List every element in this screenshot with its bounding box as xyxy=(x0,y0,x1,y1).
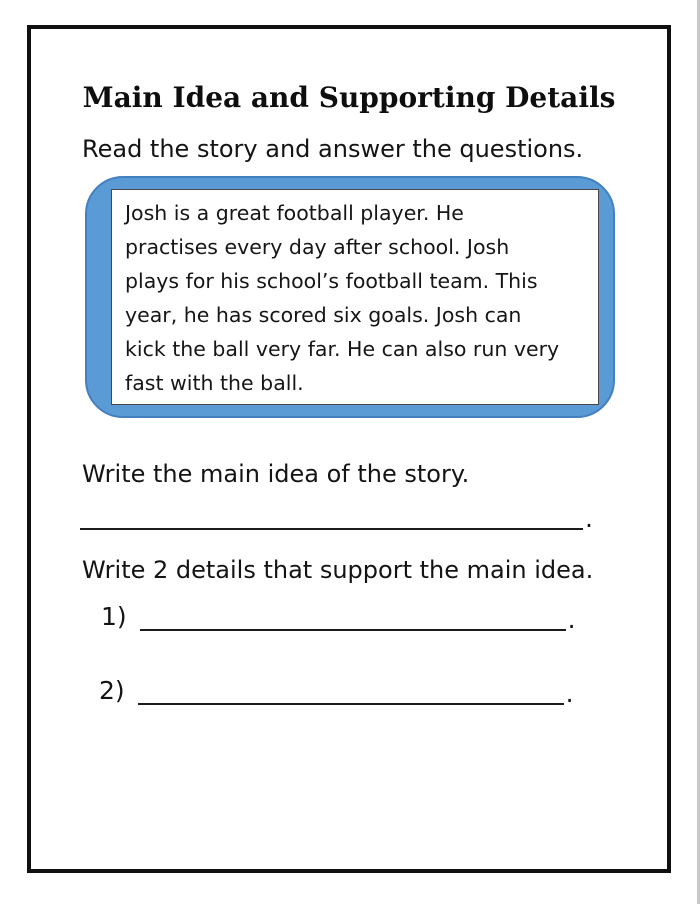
story-text xyxy=(112,190,598,400)
details-prompt: Write 2 details that support the main idea. xyxy=(82,556,594,584)
worksheet-title: Main Idea and Supporting Details xyxy=(82,81,616,114)
story-line: fast with the ball. xyxy=(125,371,304,395)
story-line: practises every day after school. Josh xyxy=(125,235,510,259)
detail-row-2 xyxy=(99,674,574,707)
story-line: plays for his school’s football team. This xyxy=(125,269,538,293)
story-line: kick the ball very far. He can also run very xyxy=(125,337,560,361)
main-idea-prompt: Write the main idea of the story. xyxy=(82,460,470,488)
main-idea-answer-row xyxy=(80,504,593,532)
detail-number-label: 1) xyxy=(101,602,127,631)
main-idea-answer-line[interactable] xyxy=(80,504,583,530)
story-line: Josh is a great football player. He xyxy=(125,201,464,225)
detail-row-1 xyxy=(101,600,576,633)
story-box xyxy=(85,176,615,418)
line-end-period: . xyxy=(565,679,574,708)
read-instruction-text: Read the story and answer the questions. xyxy=(82,135,584,163)
detail-number-label: 2) xyxy=(99,676,125,705)
detail-1-answer-line[interactable] xyxy=(140,603,566,631)
line-end-period: . xyxy=(585,504,593,533)
line-end-period: . xyxy=(567,605,576,634)
story-line: year, he has scored six goals. Josh can xyxy=(125,303,522,327)
detail-2-answer-line[interactable] xyxy=(138,677,564,705)
story-inner-panel xyxy=(111,189,599,405)
